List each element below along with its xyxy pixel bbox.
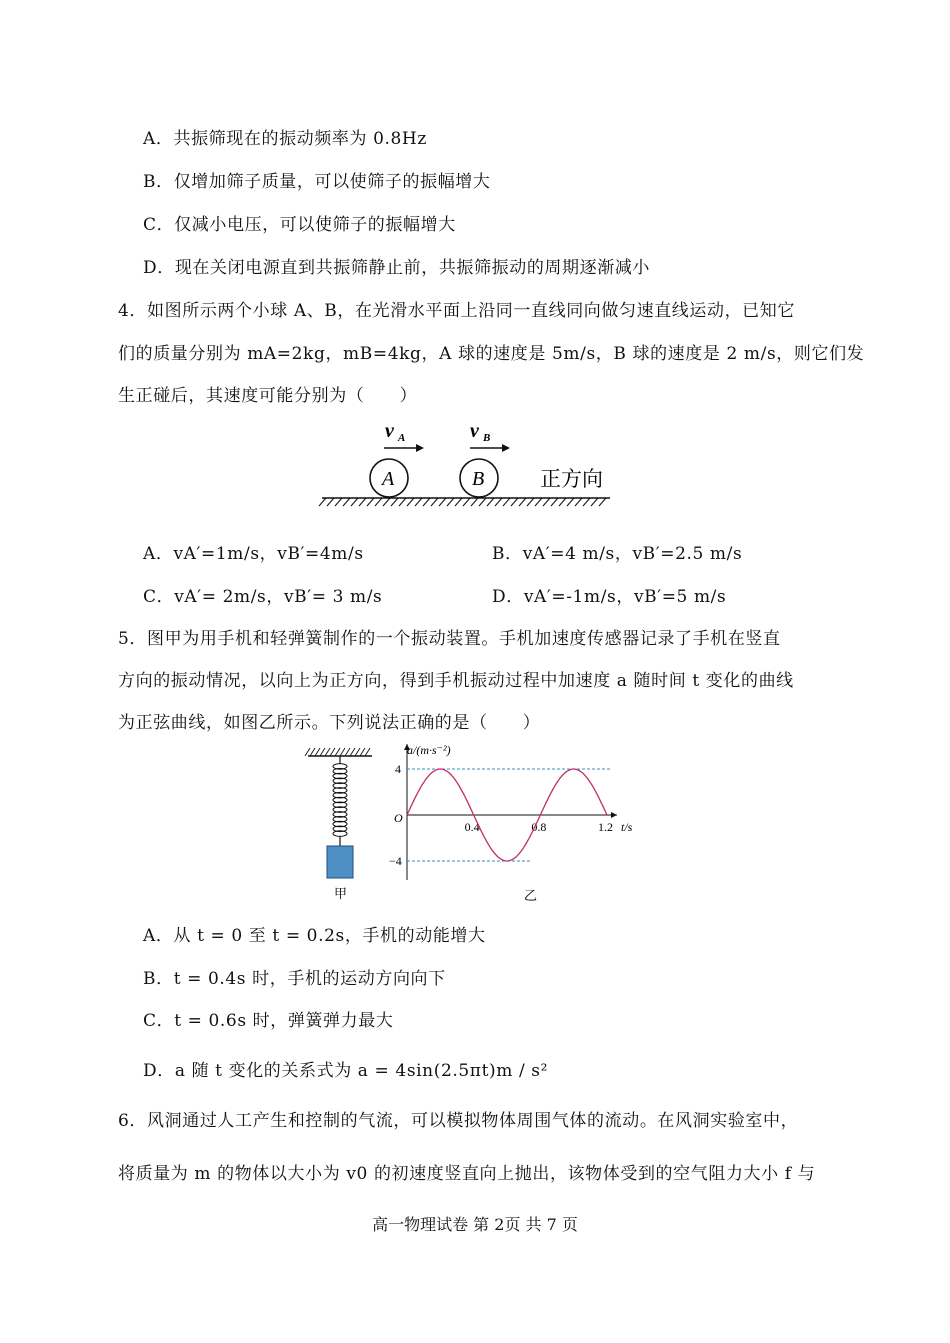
q4-option-b: B．vA′=4 m/s，vB′=2.5 m/s <box>492 544 743 564</box>
ceiling-hatch-mark <box>325 748 330 756</box>
hatch-mark <box>479 498 486 506</box>
hatch-mark <box>415 498 422 506</box>
q5-option-b: B．t = 0.4s 时，手机的运动方向向下 <box>143 969 446 989</box>
hatch-mark <box>447 498 454 506</box>
hatch-mark <box>575 498 582 506</box>
hatch-mark <box>375 498 382 506</box>
hatch-mark <box>583 498 590 506</box>
q3-option-a: A．共振筛现在的振动频率为 0.8Hz <box>143 129 427 149</box>
q3-option-d: D．现在关闭电源直到共振筛静止前，共振筛振动的周期逐渐减小 <box>143 258 651 278</box>
hatch-mark <box>599 498 606 506</box>
chart-x-tick-label: 0.4 <box>464 820 480 834</box>
chart-data-point <box>540 814 541 815</box>
q5-option-a: A．从 t = 0 至 t = 0.2s，手机的动能增大 <box>143 926 486 946</box>
chart-x-tick-label: 0.8 <box>531 820 547 834</box>
hatch-mark <box>519 498 526 506</box>
hatch-mark <box>439 498 446 506</box>
ceiling-hatch-mark <box>315 748 320 756</box>
chart-data-point <box>473 814 474 815</box>
hatch-mark <box>383 498 390 506</box>
hatch-mark <box>423 498 430 506</box>
ceiling-hatch-mark <box>365 748 370 756</box>
q3-option-c: C．仅减小电压，可以使筛子的振幅增大 <box>143 215 456 235</box>
chart-y-axis-label: a/(m·s⁻²) <box>407 743 451 757</box>
fig-jia-caption: 甲 <box>334 886 348 901</box>
ceiling-hatch-mark <box>355 748 360 756</box>
vB-arrowhead <box>502 444 510 452</box>
fig-yi-caption: 乙 <box>524 888 538 903</box>
hatch-mark <box>535 498 542 506</box>
spring-coils <box>333 764 347 837</box>
chart-data-point <box>606 814 607 815</box>
hatch-mark <box>511 498 518 506</box>
chart-x-axis-label: t/s <box>621 820 633 834</box>
q5-stem-line1: 5．图甲为用手机和轻弹簧制作的一个振动装置。手机加速度传感器记录了手机在竖直 <box>118 629 781 649</box>
q5-option-d: D．a 随 t 变化的关系式为 a = 4sin(2.5πt)m / s² <box>143 1061 549 1081</box>
chart-data-point <box>523 847 524 848</box>
ceiling-hatch-mark <box>345 748 350 756</box>
q6-stem-line1: 6．风洞通过人工产生和控制的气流，可以模拟物体周围气体的流动。在风洞实验室中， <box>118 1111 799 1131</box>
ball-b-label: B <box>472 468 485 490</box>
ball-a-label: A <box>382 468 395 490</box>
q4-stem-line2: 们的质量分别为 mA=2kg，mB=4kg，A 球的速度是 5m/s，B 球的速度是 2 m/s，则它们发 <box>118 344 865 364</box>
chart-data-point <box>506 860 507 861</box>
hatch-mark <box>319 498 326 506</box>
chart-data-point <box>440 768 441 769</box>
vA-symbol: v <box>385 420 394 442</box>
vA-subscript: A <box>398 432 406 444</box>
hatch-mark <box>399 498 406 506</box>
hatch-mark <box>543 498 550 506</box>
positive-direction-label: 正方向 <box>540 467 603 491</box>
vB-symbol: v <box>470 420 479 442</box>
hatch-mark <box>359 498 366 506</box>
q5-option-c: C．t = 0.6s 时，弹簧弹力最大 <box>143 1011 394 1031</box>
hatch-mark <box>367 498 374 506</box>
hatch-mark <box>503 498 510 506</box>
chart-origin-label: O <box>394 811 403 825</box>
phone-block <box>327 846 353 878</box>
ceiling-hatch-mark <box>305 748 310 756</box>
ceiling-hatch-mark <box>310 748 315 756</box>
q4-option-d: D．vA′=-1m/s，vB′=5 m/s <box>492 587 727 607</box>
hatch-mark <box>343 498 350 506</box>
q4-figure <box>318 418 628 510</box>
q4-stem-line3: 生正碰后，其速度可能分别为（ ） <box>118 386 418 406</box>
hatch-mark <box>487 498 494 506</box>
page-footer: 高一物理试卷 第 2页 共 7 页 <box>372 1215 578 1234</box>
hatch-mark <box>551 498 558 506</box>
ceiling-hatch-mark <box>360 748 365 756</box>
hatch-mark <box>327 498 334 506</box>
ceiling-hatch-mark <box>320 748 325 756</box>
chart-data-point <box>573 768 574 769</box>
q4-option-a: A．vA′=1m/s，vB′=4m/s <box>143 544 364 564</box>
ceiling-hatch-mark <box>335 748 340 756</box>
hatch-mark <box>431 498 438 506</box>
hatch-mark <box>407 498 414 506</box>
chart-data-point <box>406 814 407 815</box>
ceiling-hatch-mark <box>340 748 345 756</box>
q5-stem-line3: 为正弦曲线，如图乙所示。下列说法正确的是（ ） <box>118 713 541 733</box>
q4-option-c: C．vA′= 2m/s，vB′= 3 m/s <box>143 587 383 607</box>
hatch-mark <box>527 498 534 506</box>
ground-hatching <box>319 498 606 506</box>
ceiling-hatch-mark <box>330 748 335 756</box>
spring-figure <box>300 742 380 902</box>
hatch-mark <box>471 498 478 506</box>
chart-x-tick-label: 1.2 <box>598 820 613 834</box>
hatch-mark <box>455 498 462 506</box>
vA-arrowhead <box>416 444 424 452</box>
hatch-mark <box>391 498 398 506</box>
ceiling-hatch-mark <box>350 748 355 756</box>
ceiling-hatching <box>305 748 370 756</box>
q4-stem-line1: 4．如图所示两个小球 A、B，在光滑水平面上沿同一直线同向做匀速直线运动，已知它 <box>118 301 795 321</box>
chart-data-point <box>590 782 591 783</box>
hatch-mark <box>351 498 358 506</box>
acceleration-time-chart <box>385 740 645 905</box>
chart-data-point <box>456 782 457 783</box>
q3-option-b: B．仅增加筛子质量，可以使筛子的振幅增大 <box>143 172 491 192</box>
vB-subscript: B <box>483 432 491 444</box>
hatch-mark <box>335 498 342 506</box>
chart-y-tick-label: 4 <box>395 762 401 776</box>
hatch-mark <box>559 498 566 506</box>
hatch-mark <box>463 498 470 506</box>
q5-stem-line2: 方向的振动情况，以向上为正方向，得到手机振动过程中加速度 a 随时间 t 变化的曲线 <box>118 671 794 691</box>
chart-data-point <box>556 782 557 783</box>
chart-data-point <box>423 782 424 783</box>
chart-y-tick-label: −4 <box>389 854 402 868</box>
chart-data-point <box>490 847 491 848</box>
hatch-mark <box>591 498 598 506</box>
hatch-mark <box>495 498 502 506</box>
q6-stem-line2: 将质量为 m 的物体以大小为 v0 的初速度竖直向上抛出，该物体受到的空气阻力大小 f 与 <box>118 1164 816 1184</box>
hatch-mark <box>567 498 574 506</box>
